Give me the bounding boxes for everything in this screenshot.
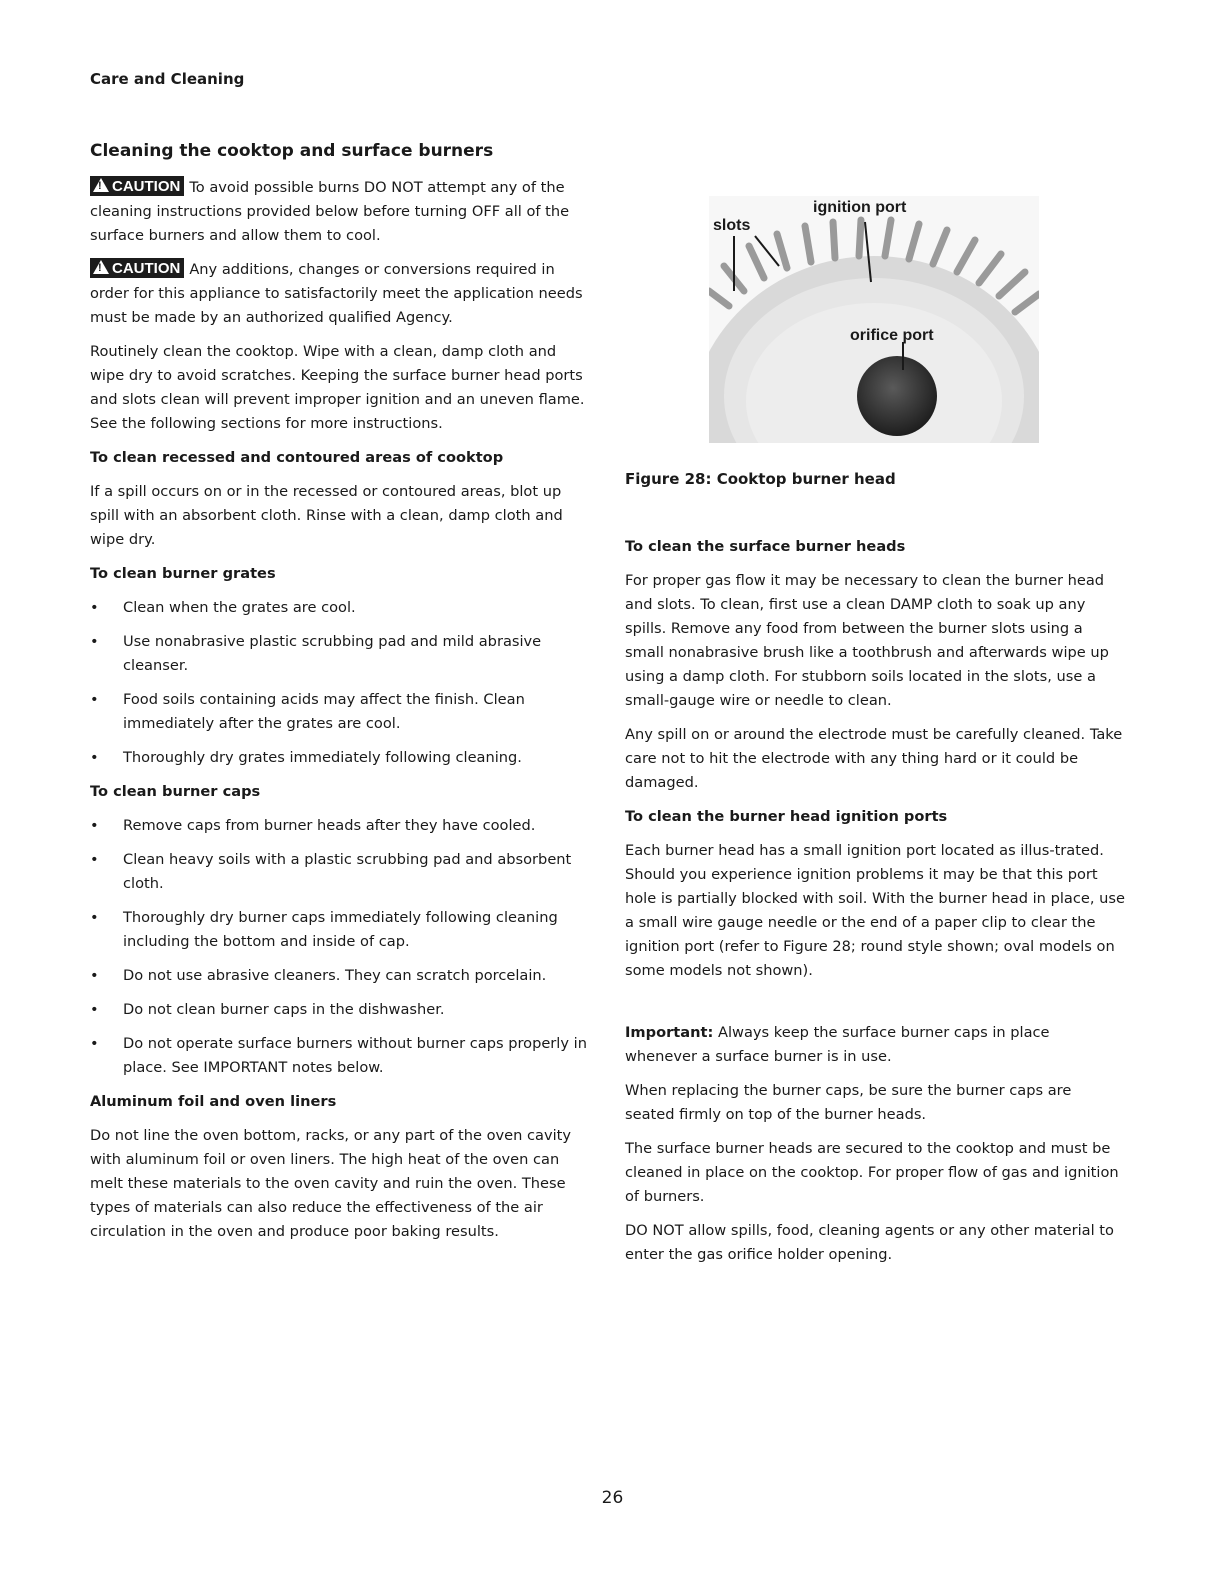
list-item: • Do not operate surface burners without burner caps properly in place. See IMPORTANT notes below. xyxy=(90,1032,590,1080)
figure-caption: Figure 28: Cooktop burner head xyxy=(625,470,896,488)
page-number: 26 xyxy=(601,1488,624,1508)
grates-list xyxy=(90,596,590,770)
grates-heading: To clean burner grates xyxy=(90,565,276,582)
foil-paragraph: Do not line the oven bottom, racks, or any part of the oven cavity with aluminum foil or oven liners. The high heat of the oven can melt these materials to the oven cavity and ruin the oven. These types of materials can also reduce the effectiveness of the air circulation in the oven and produce poor baking results. xyxy=(90,1127,572,1240)
left-column xyxy=(90,176,590,1254)
page-title: Cleaning the cooktop and surface burners xyxy=(90,141,494,161)
secured-paragraph: The surface burner heads are secured to the cooktop and must be cleaned in place on the cooktop. For proper flow of gas and ignition of burners. xyxy=(625,1140,1119,1205)
slots-label: slots xyxy=(713,217,751,234)
list-item: • Remove caps from burner heads after they have cooled. xyxy=(90,814,590,838)
recessed-paragraph: If a spill occurs on or in the recessed or contoured areas, blot up spill with an absorbent cloth. Rinse with a clean, damp cloth and wipe dry. xyxy=(90,483,563,548)
intro-paragraph: Routinely clean the cooktop. Wipe with a clean, damp cloth and wipe dry to avoid scratches. Keeping the surface burner head ports and slots clean will prevent improper ignition and an uneven flame. See the following sections for more instructions. xyxy=(90,343,585,432)
caution-paragraph-1: ! CAUTION To avoid possible burns DO NOT attempt any of the cleaning instructions provided below before turning OFF all of the surface burners and allow them to cool. xyxy=(90,178,570,244)
burner-head-illustration xyxy=(709,196,1039,443)
list-item: • Clean heavy soils with a plastic scrubbing pad and absorbent cloth. xyxy=(90,848,590,896)
heads-paragraph-2: Any spill on or around the electrode must be carefully cleaned. Take care not to hit the electrode with any thing hard or it could be damaged. xyxy=(625,726,1123,791)
ports-heading: To clean the burner head ignition ports xyxy=(625,808,948,825)
list-item: • Thoroughly dry burner caps immediately following cleaning including the bottom and inside of cap. xyxy=(90,906,590,954)
important-label: Important: xyxy=(625,1024,714,1041)
caps-heading: To clean burner caps xyxy=(90,783,261,800)
important-paragraph xyxy=(625,1021,1125,1069)
list-item: • Do not use abrasive cleaners. They can scratch porcelain. xyxy=(90,964,590,988)
caution-paragraph-2: ! CAUTION Any additions, changes or conversions required in order for this appliance to satisfactorily meet the application needs must be made by an authorized qualified Agency. xyxy=(90,260,583,326)
section-label: Care and Cleaning xyxy=(90,70,245,88)
warning-triangle-icon: ! xyxy=(93,178,109,192)
caps-list xyxy=(90,814,590,1080)
caution-badge: ! CAUTION xyxy=(90,258,184,278)
caution-badge: ! CAUTION xyxy=(90,176,184,196)
burner-head-figure xyxy=(709,196,1039,443)
important-text: Always keep the surface burner caps in place whenever a surface burner is in use. xyxy=(625,1024,1050,1065)
list-item: • Do not clean burner caps in the dishwasher. xyxy=(90,998,590,1022)
list-item: • Clean when the grates are cool. xyxy=(90,596,590,620)
donot-paragraph: DO NOT allow spills, food, cleaning agents or any other material to enter the gas orifice holder opening. xyxy=(625,1222,1114,1263)
list-item: • Thoroughly dry grates immediately following cleaning. xyxy=(90,746,590,770)
list-item: • Use nonabrasive plastic scrubbing pad and mild abrasive cleanser. xyxy=(90,630,590,678)
recessed-heading: To clean recessed and contoured areas of cooktop xyxy=(90,449,504,466)
right-column xyxy=(625,535,1125,1277)
heads-heading: To clean the surface burner heads xyxy=(625,538,906,555)
ignition-port-label: ignition port xyxy=(813,199,907,216)
ports-paragraph: Each burner head has a small ignition port located as illus-trated. Should you experience ignition problems it may be that this port hole is partially blocked with soil. With the burner head in place, use a small wire gauge needle or the end of a paper clip to clear the ignition port (refer to Figure 28; round style shown; oval models on some models not shown). xyxy=(625,842,1125,979)
replacing-paragraph: When replacing the burner caps, be sure the burner caps are seated firmly on top of the burner heads. xyxy=(625,1082,1072,1123)
foil-heading: Aluminum foil and oven liners xyxy=(90,1093,337,1110)
orifice-port-label: orifice port xyxy=(850,327,934,344)
list-item: • Food soils containing acids may affect the finish. Clean immediately after the grates are cool. xyxy=(90,688,590,736)
heads-paragraph-1: For proper gas flow it may be necessary to clean the burner head and slots. To clean, first use a clean DAMP cloth to soak up any spills. Remove any food from between the burner slots using a small nonabrasive brush like a toothbrush and afterwards wipe up using a damp cloth. For stubborn soils located in the slots, use a small-gauge wire or needle to clean. xyxy=(625,572,1109,709)
warning-triangle-icon: ! xyxy=(93,260,109,274)
